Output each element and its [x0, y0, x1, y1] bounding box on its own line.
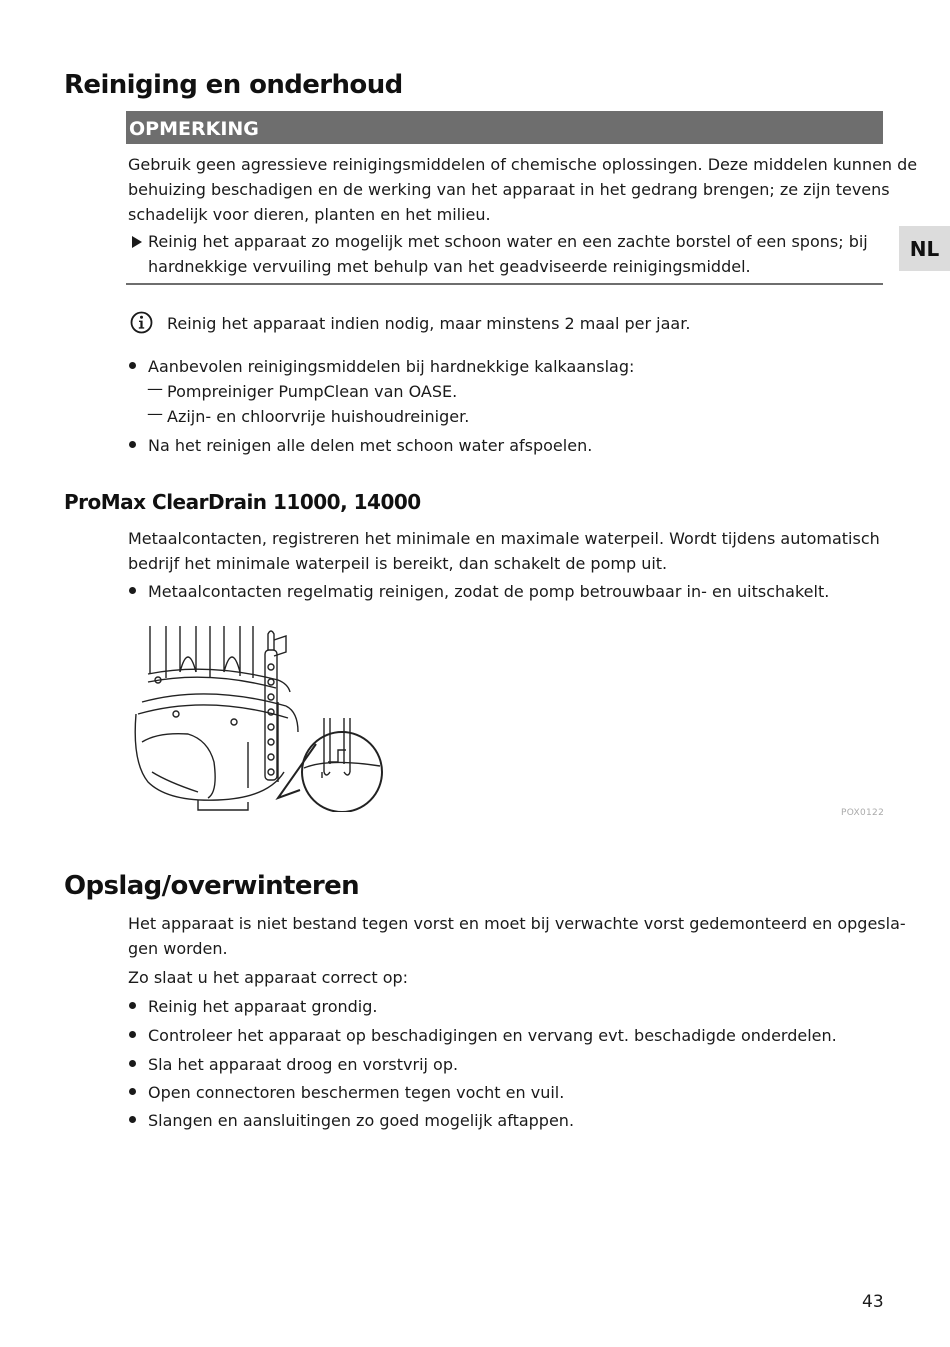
storage-intro: Zo slaat u het apparaat correct op: [128, 968, 409, 987]
notice-text-line-2: behuizing beschadigen en de werking van het apparaat in het gedrang brengen; ze zijn tevens [128, 180, 890, 199]
bullet-icon [129, 587, 136, 594]
storage-text-line-1: Het apparaat is niet bestand tegen vorst en moet bij verwachte vorst gedemonteerd en opgesla- [128, 914, 906, 933]
section-title-storage: Opslag/overwinteren [64, 871, 360, 901]
bullet-item: Reinig het apparaat grondig. [148, 997, 378, 1016]
bullet-icon [129, 1002, 136, 1009]
notice-text-line-3: schadelijk voor dieren, planten en het milieu. [128, 205, 491, 224]
notice-bottom-rule [126, 283, 883, 285]
notice-text-line-1: Gebruik geen agressieve reinigingsmiddelen of chemische oplossingen. Deze middelen kunnen de [128, 155, 918, 174]
bullet-item: Open connectoren beschermen tegen vocht en vuil. [148, 1083, 565, 1102]
bullet-icon [129, 441, 136, 448]
cleardrain-text-line-2: bedrijf het minimale waterpeil is bereikt, dan schakelt de pomp uit. [128, 554, 668, 573]
storage-text-line-2: gen worden. [128, 939, 228, 958]
notice-action-line-2: hardnekkige vervuiling met behulp van het geadviseerde reinigingsmiddel. [148, 257, 751, 276]
language-tab: NL [899, 226, 950, 271]
info-icon [130, 311, 153, 334]
bullet-icon [129, 362, 136, 369]
bullet-item: Controleer het apparaat op beschadigingen en vervang evt. beschadigde onderdelen. [148, 1026, 837, 1045]
bullet-icon [129, 1088, 136, 1095]
bullet-item: Slangen en aansluitingen zo goed mogelijk aftappen. [148, 1111, 575, 1130]
bullet-item: Metaalcontacten regelmatig reinigen, zodat de pomp betrouwbaar in- en uitschakelt. [148, 582, 830, 601]
page-number: 43 [862, 1292, 884, 1312]
section-title-cleardrain: ProMax ClearDrain 11000, 14000 [64, 490, 421, 514]
bullet-item: Aanbevolen reinigingsmiddelen bij hardnekkige kalkaanslag: [148, 357, 635, 376]
notice-heading: OPMERKING [126, 111, 883, 144]
pump-contacts-illustration [128, 622, 388, 812]
action-arrow-icon [132, 236, 142, 248]
cleardrain-text-line-1: Metaalcontacten, registreren het minimale en maximale waterpeil. Wordt tijdens automatisch [128, 529, 880, 548]
info-text: Reinig het apparaat indien nodig, maar minstens 2 maal per jaar. [167, 314, 691, 333]
dash-icon: — [147, 404, 163, 423]
bullet-item: Na het reinigen alle delen met schoon water afspoelen. [148, 436, 593, 455]
figure-code: POX0122 [841, 808, 885, 818]
notice-action-line-1: Reinig het apparaat zo mogelijk met schoon water en een zachte borstel of een spons; bij [148, 232, 868, 251]
sub-item: Pompreiniger PumpClean van OASE. [167, 382, 458, 401]
section-title-cleaning: Reiniging en onderhoud [64, 70, 403, 100]
dash-icon: — [147, 379, 163, 398]
bullet-icon [129, 1031, 136, 1038]
bullet-item: Sla het apparaat droog en vorstvrij op. [148, 1055, 459, 1074]
bullet-icon [129, 1060, 136, 1067]
sub-item: Azijn- en chloorvrije huishoudreiniger. [167, 407, 470, 426]
bullet-icon [129, 1116, 136, 1123]
